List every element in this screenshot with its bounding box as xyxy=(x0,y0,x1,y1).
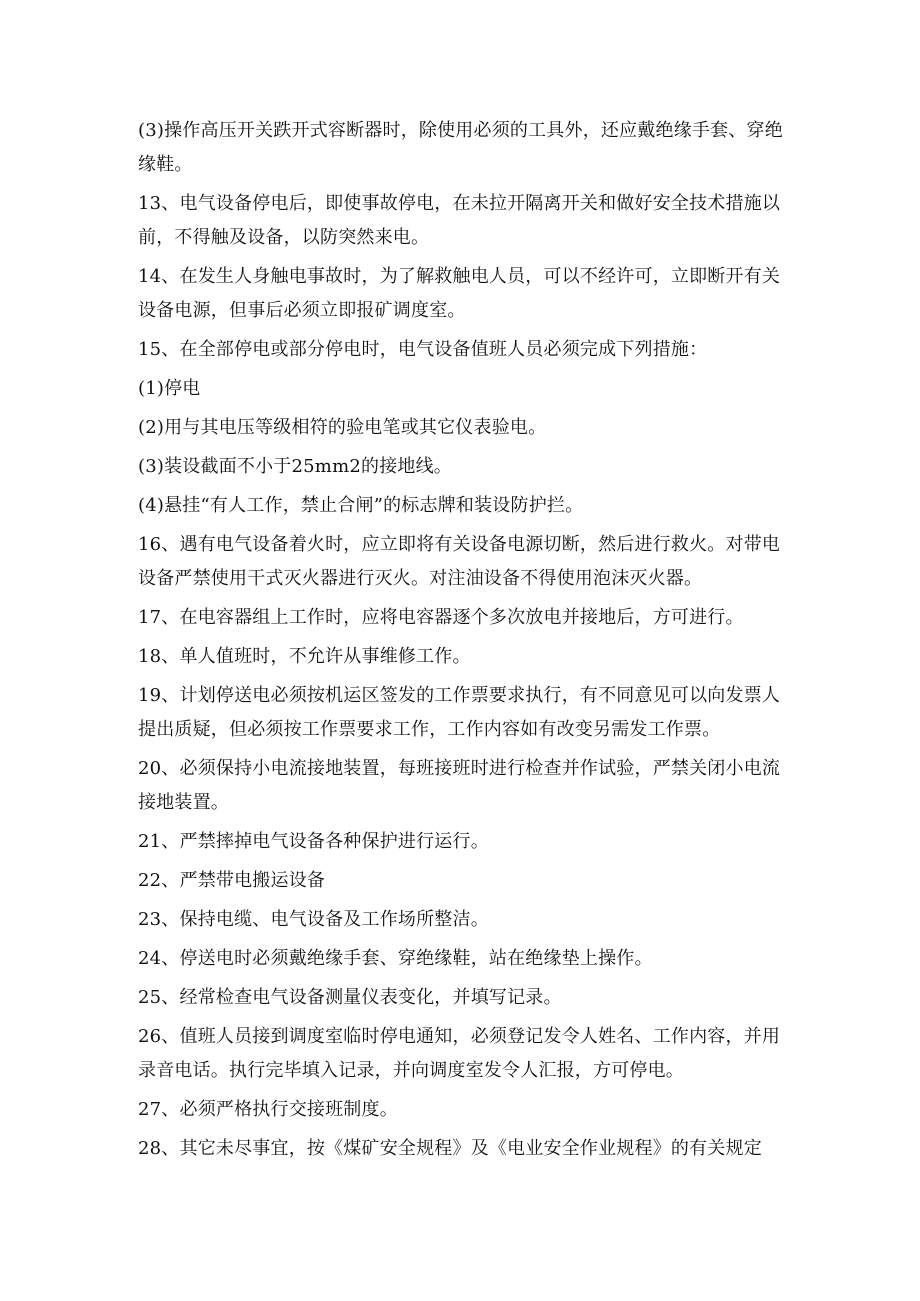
paragraph-rule-28: 28、其它未尽事宜，按《煤矿安全规程》及《电业安全作业规程》的有关规定 xyxy=(138,1138,762,1159)
paragraph-rule-15: 15、在全部停电或部分停电时，电气设备值班人员必须完成下列措施： xyxy=(138,339,708,360)
paragraph-rule-20: 20、必须保持小电流接地装置，每班接班时进行检查并作试验，严禁关闭小电流接地装置。 xyxy=(138,758,781,813)
paragraph-rule-22: 22、严禁带电搬运设备 xyxy=(138,870,326,891)
paragraph-rule-24: 24、停送电时必须戴绝缘手套、穿绝缘鞋，站在绝缘垫上操作。 xyxy=(138,948,653,969)
paragraph-item-2: (2)用与其电压等级相符的验电笔或其它仪表验电。 xyxy=(138,417,547,438)
paragraph-rule-13: 13、电气设备停电后，即使事故停电，在未拉开隔离开关和做好安全技术措施以前，不得触及设备，以防突然来电。 xyxy=(138,193,781,248)
document-body xyxy=(138,114,786,1171)
paragraph-rule-21: 21、严禁摔掉电气设备各种保护进行运行。 xyxy=(138,831,489,852)
paragraph-rule-14: 14、在发生人身触电事故时，为了解救触电人员，可以不经许可，立即断开有关设备电源，但事后必须立即报矿调度室。 xyxy=(138,266,781,321)
paragraph-rule-25: 25、经常检查电气设备测量仪表变化，并填写记录。 xyxy=(138,987,562,1008)
paragraph-item-1: (1)停电 xyxy=(138,378,201,399)
paragraph-rule-26: 26、值班人员接到调度室临时停电通知，必须登记发令人姓名、工作内容，并用录音电话。执行完毕填入记录，并向调度室发令人汇报，方可停电。 xyxy=(138,1026,781,1081)
paragraph-rule-23: 23、保持电缆、电气设备及工作场所整洁。 xyxy=(138,909,489,930)
paragraph-rule-19: 19、计划停送电必须按机运区签发的工作票要求执行，有不同意见可以向发票人提出质疑，但必须按工作票要求工作，工作内容如有改变另需发工作票。 xyxy=(138,685,781,740)
paragraph-rule-18: 18、单人值班时，不允许从事维修工作。 xyxy=(138,646,471,667)
paragraph-rule-16: 16、遇有电气设备着火时，应立即将有关设备电源切断，然后进行救火。对带电设备严禁使用干式灭火器进行灭火。对注油设备不得使用泡沫灭火器。 xyxy=(138,534,781,589)
paragraph-item-3-fuse: (3)操作高压开关跌开式容断器时，除使用必须的工具外，还应戴绝缘手套、穿绝缘鞋。 xyxy=(138,120,783,175)
paragraph-rule-17: 17、在电容器组上工作时，应将电容器逐个多次放电并接地后，方可进行。 xyxy=(138,607,744,628)
paragraph-rule-27: 27、必须严格执行交接班制度。 xyxy=(138,1099,398,1120)
paragraph-item-4: (4)悬挂“有人工作，禁止合闸”的标志牌和装设防护拦。 xyxy=(138,495,584,516)
paragraph-item-3: (3)装设截面不小于25mm2的接地线。 xyxy=(138,456,452,477)
